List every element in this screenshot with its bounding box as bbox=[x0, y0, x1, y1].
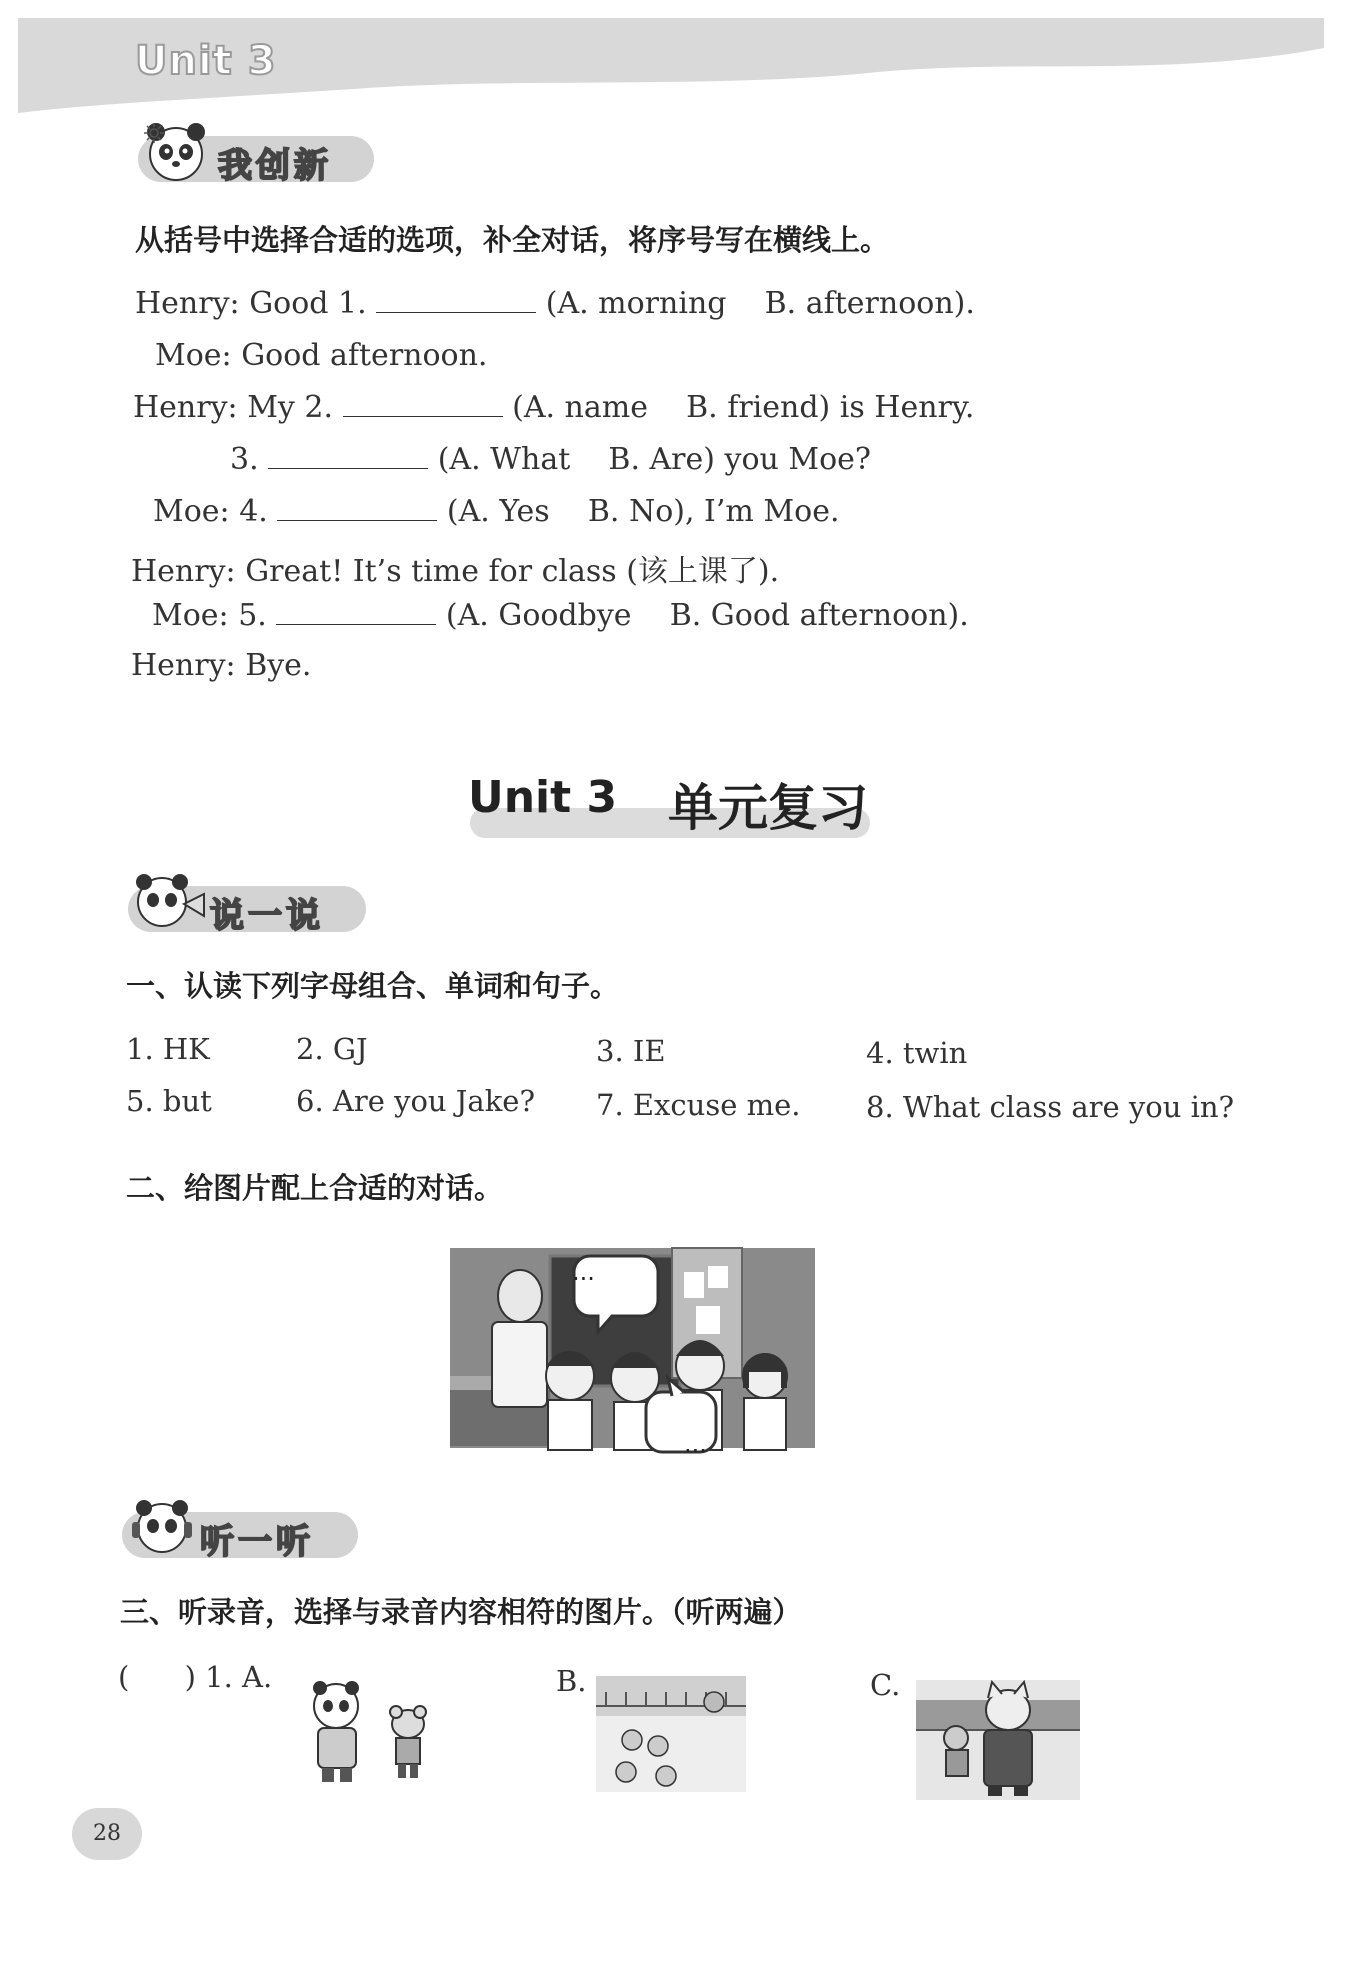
answer-blank[interactable] bbox=[276, 598, 436, 625]
dialogue-line: Moe: 5. (A. Goodbye B. Good afternoon). bbox=[152, 598, 969, 633]
dialogue-line: Henry: Great! It’s time for class (该上课了). bbox=[131, 554, 780, 589]
dialogue-line: Henry: My 2. (A. name B. friend) is Henry. bbox=[133, 390, 975, 425]
answer-blank[interactable] bbox=[376, 286, 536, 313]
panda-with-headphones-icon bbox=[128, 1494, 200, 1562]
speaker: Henry: bbox=[135, 286, 240, 321]
list-item: 4. twin bbox=[866, 1036, 968, 1070]
option-c-picture[interactable] bbox=[916, 1680, 1080, 1800]
part1-instruction: 一、认读下列字母组合、单词和句子。 bbox=[126, 969, 620, 1003]
speech-bubble-text: ... bbox=[572, 1258, 595, 1286]
section-label-text: 听一听 bbox=[200, 1522, 314, 1562]
answer-blank[interactable] bbox=[343, 390, 503, 417]
option-b-picture[interactable] bbox=[596, 1676, 746, 1792]
speaker: Henry: bbox=[131, 554, 236, 589]
speech-bubble-text: ... bbox=[684, 1430, 707, 1458]
dialogue-line: Henry: Bye. bbox=[131, 648, 312, 683]
section-label-text: 说一说 bbox=[210, 896, 324, 936]
speaker: Henry: bbox=[133, 390, 238, 425]
dialogue-line: Moe: 4. (A. Yes B. No), I’m Moe. bbox=[153, 494, 840, 529]
dialogue-line: Henry: Good 1. (A. morning B. afternoon). bbox=[135, 286, 975, 321]
list-item: 8. What class are you in? bbox=[866, 1090, 1235, 1124]
answer-blank[interactable] bbox=[268, 442, 428, 469]
instruction: 从括号中选择合适的选项，补全对话，将序号写在横线上。 bbox=[135, 223, 890, 257]
dialogue-line: 3. (A. What B. Are) you Moe? bbox=[230, 442, 872, 477]
classroom-illustration bbox=[450, 1236, 840, 1476]
list-item: 5. but bbox=[126, 1084, 212, 1118]
unit-tag: Unit 3 bbox=[135, 38, 277, 84]
option-a-picture[interactable] bbox=[300, 1676, 440, 1786]
part2-instruction: 二、给图片配上合适的对话。 bbox=[126, 1171, 504, 1205]
speaker: Moe: bbox=[155, 338, 232, 373]
option-b-label[interactable]: B. bbox=[556, 1664, 587, 1698]
dialogue-line: Moe: Good afternoon. bbox=[155, 338, 488, 373]
panda-with-megaphone-icon bbox=[130, 868, 210, 936]
question-number: ( ) 1. A. bbox=[118, 1660, 273, 1694]
review-title-en: Unit 3 bbox=[468, 772, 618, 823]
section-label-text: 我创新 bbox=[218, 146, 332, 186]
review-title-cn: 单元复习 bbox=[668, 779, 868, 837]
speaker: Moe: bbox=[153, 494, 230, 529]
answer-blank[interactable] bbox=[277, 494, 437, 521]
list-item: 2. GJ bbox=[296, 1032, 368, 1066]
part3-instruction: 三、听录音，选择与录音内容相符的图片。（听两遍） bbox=[120, 1595, 802, 1629]
option-c-label[interactable]: C. bbox=[870, 1668, 901, 1702]
speaker: Moe: bbox=[152, 598, 229, 633]
list-item: 3. IE bbox=[596, 1034, 666, 1068]
list-item: 6. Are you Jake? bbox=[296, 1084, 536, 1118]
sun-icon bbox=[143, 122, 165, 144]
list-item: 1. HK bbox=[126, 1032, 210, 1066]
list-item: 7. Excuse me. bbox=[596, 1088, 801, 1122]
speaker: Henry: bbox=[131, 648, 236, 683]
page-number: 28 bbox=[72, 1808, 142, 1860]
